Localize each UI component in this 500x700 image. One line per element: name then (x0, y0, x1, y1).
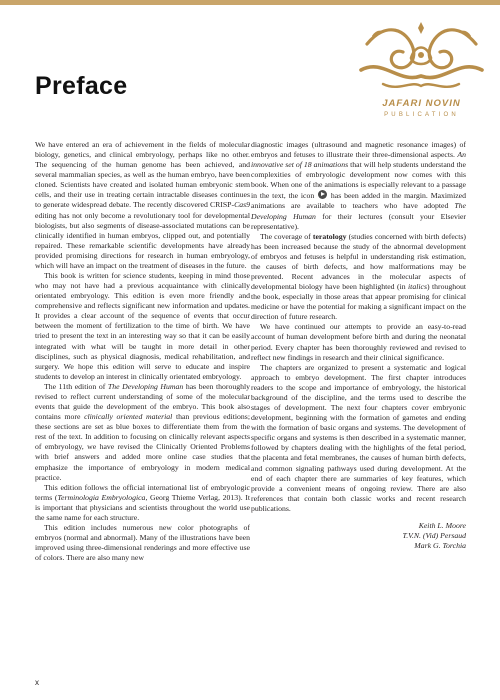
publisher-logo (353, 14, 490, 130)
paragraph: diagnostic images (ultrasound and magnetic resonance images) of embryos and fetuses to illustrate their three-dimensional aspects. An innovative set of 18 animations that will help students understand the complexities of embryologic development now comes with this book. When one of the animations is especially relevant to a passage in the text, the icon has been added in the margin. Maximized animations are available to teachers who have adopted The Developing Human for their lectures (consult your Elsevier representative). (251, 140, 466, 231)
paragraph: This edition includes numerous new color photographs of embryos (normal and abnormal). Many of the illustrations have been improved using three-dimensional renderings and more effective use of colors. There are also many new (35, 522, 250, 563)
paragraph: This edition follows the official international list of embryologic terms (Terminologia Embryologica, Georg Thieme Verlag, 2013). It is important that physicians and scientists throughout the world use the same name for each structure. (35, 482, 250, 522)
author-signature: T.V.N. (Vid) Persaud (402, 530, 466, 540)
page-title: Preface (35, 72, 128, 100)
paragraph: The chapters are organized to present a systematic and logical approach to embryo development. The first chapter introduces readers to the scope and importance of embryology, the historical background of the discipline, and the terms used to describe the stages of development. The next four chapters cover embryonic development, beginning with the formation of gametes and ending with the formation of basic organs and systems. The development of specific organs and systems is then described in a systematic manner, followed by chapters dealing with the highlights of the fetal period, the placenta and fetal membranes, the causes of human birth defects, and common signaling pathways used during development. At the end of each chapter there are summaries of key features, which provide a convenient means of ongoing review. There are also references that contain both classic works and recent research publications. (251, 362, 466, 513)
publisher-name: JAFARI NOVIN (382, 98, 461, 109)
publisher-emblem-icon (353, 14, 490, 100)
paragraph: This book is written for science students, keeping in mind those who may not have had a previous acquaintance with clinically orientated embryology. This edition is even more friendly and comprehensive and reflects significant new information and updates. It provides a clear account of the sequence of events that occur between the moment of fertilization to the time of birth. We have tried to present the text in an interesting way so that it can be easily integrated with what will be taught in more detail in other disciplines, such as physical diagnosis, medical rehabilitation, and surgery. We hope this edition will serve to educate and inspire students to develop an interest in clinically orientated embryology. (35, 271, 250, 381)
page-number: x (35, 678, 39, 687)
top-rule (0, 0, 500, 5)
paragraph: The coverage of teratology (studies concerned with birth defects) has been increased because the study of the abnormal development of embryos and fetuses is helpful in understanding risk estimation, the causes of birth defects, and how malformations may be prevented. Recent advances in the molecular aspects of developmental biology have been highlighted (in italics) throughout the book, especially in those areas that appear promising for clinical medicine or have the potential for making a significant impact on the direction of future research. (251, 231, 467, 322)
author-signature: Mark G. Torchia (414, 541, 466, 551)
right-column (251, 140, 466, 551)
paragraph: The 11th edition of The Developing Human has been thoroughly revised to reflect current understanding of some of the molecular events that guide the development of the embryo. This book also contains more clinically oriented material than previous editions; these sections are set as blue boxes to differentiate them from the rest of the text. In addition to focusing on clinically relevant aspects of embryology, we have revised the Clinically Oriented Problems with brief answers and added more online case studies that emphasize the importance of embryology in modern medical practice. (35, 381, 250, 482)
animation-play-icon (318, 190, 327, 199)
publisher-subtitle: PUBLICATION (384, 112, 459, 118)
paragraph: We have continued our attempts to provide an easy-to-read account of human development before birth and during the neonatal period. Every chapter has been thoroughly reviewed and revised to reflect new findings in research and their clinical significance. (251, 322, 466, 362)
author-signature: Keith L. Moore (418, 520, 466, 530)
paragraph: We have entered an era of achievement in the fields of molecular biology, genetics, and clinical embryology, perhaps like no other. The sequencing of the human genome has been achieved, and several mammalian species, as well as the human embryo, have been cloned. Scientists have created and isolated human embryonic stem cells, and their use in treating certain intractable diseases continues to generate widespread debate. The recently discovered CRISP-Cas9 editing has not only become a revolutionary tool for developmental biologists, but also segments of disease-associated mutations can be clinically identified in human embryos, clipped out, and potentially repaired. These remarkable scientific developments have already provided promising directions for research in human embryology, which will have an impact on the treatment of diseases in the future. (35, 140, 250, 270)
left-column (35, 140, 250, 563)
